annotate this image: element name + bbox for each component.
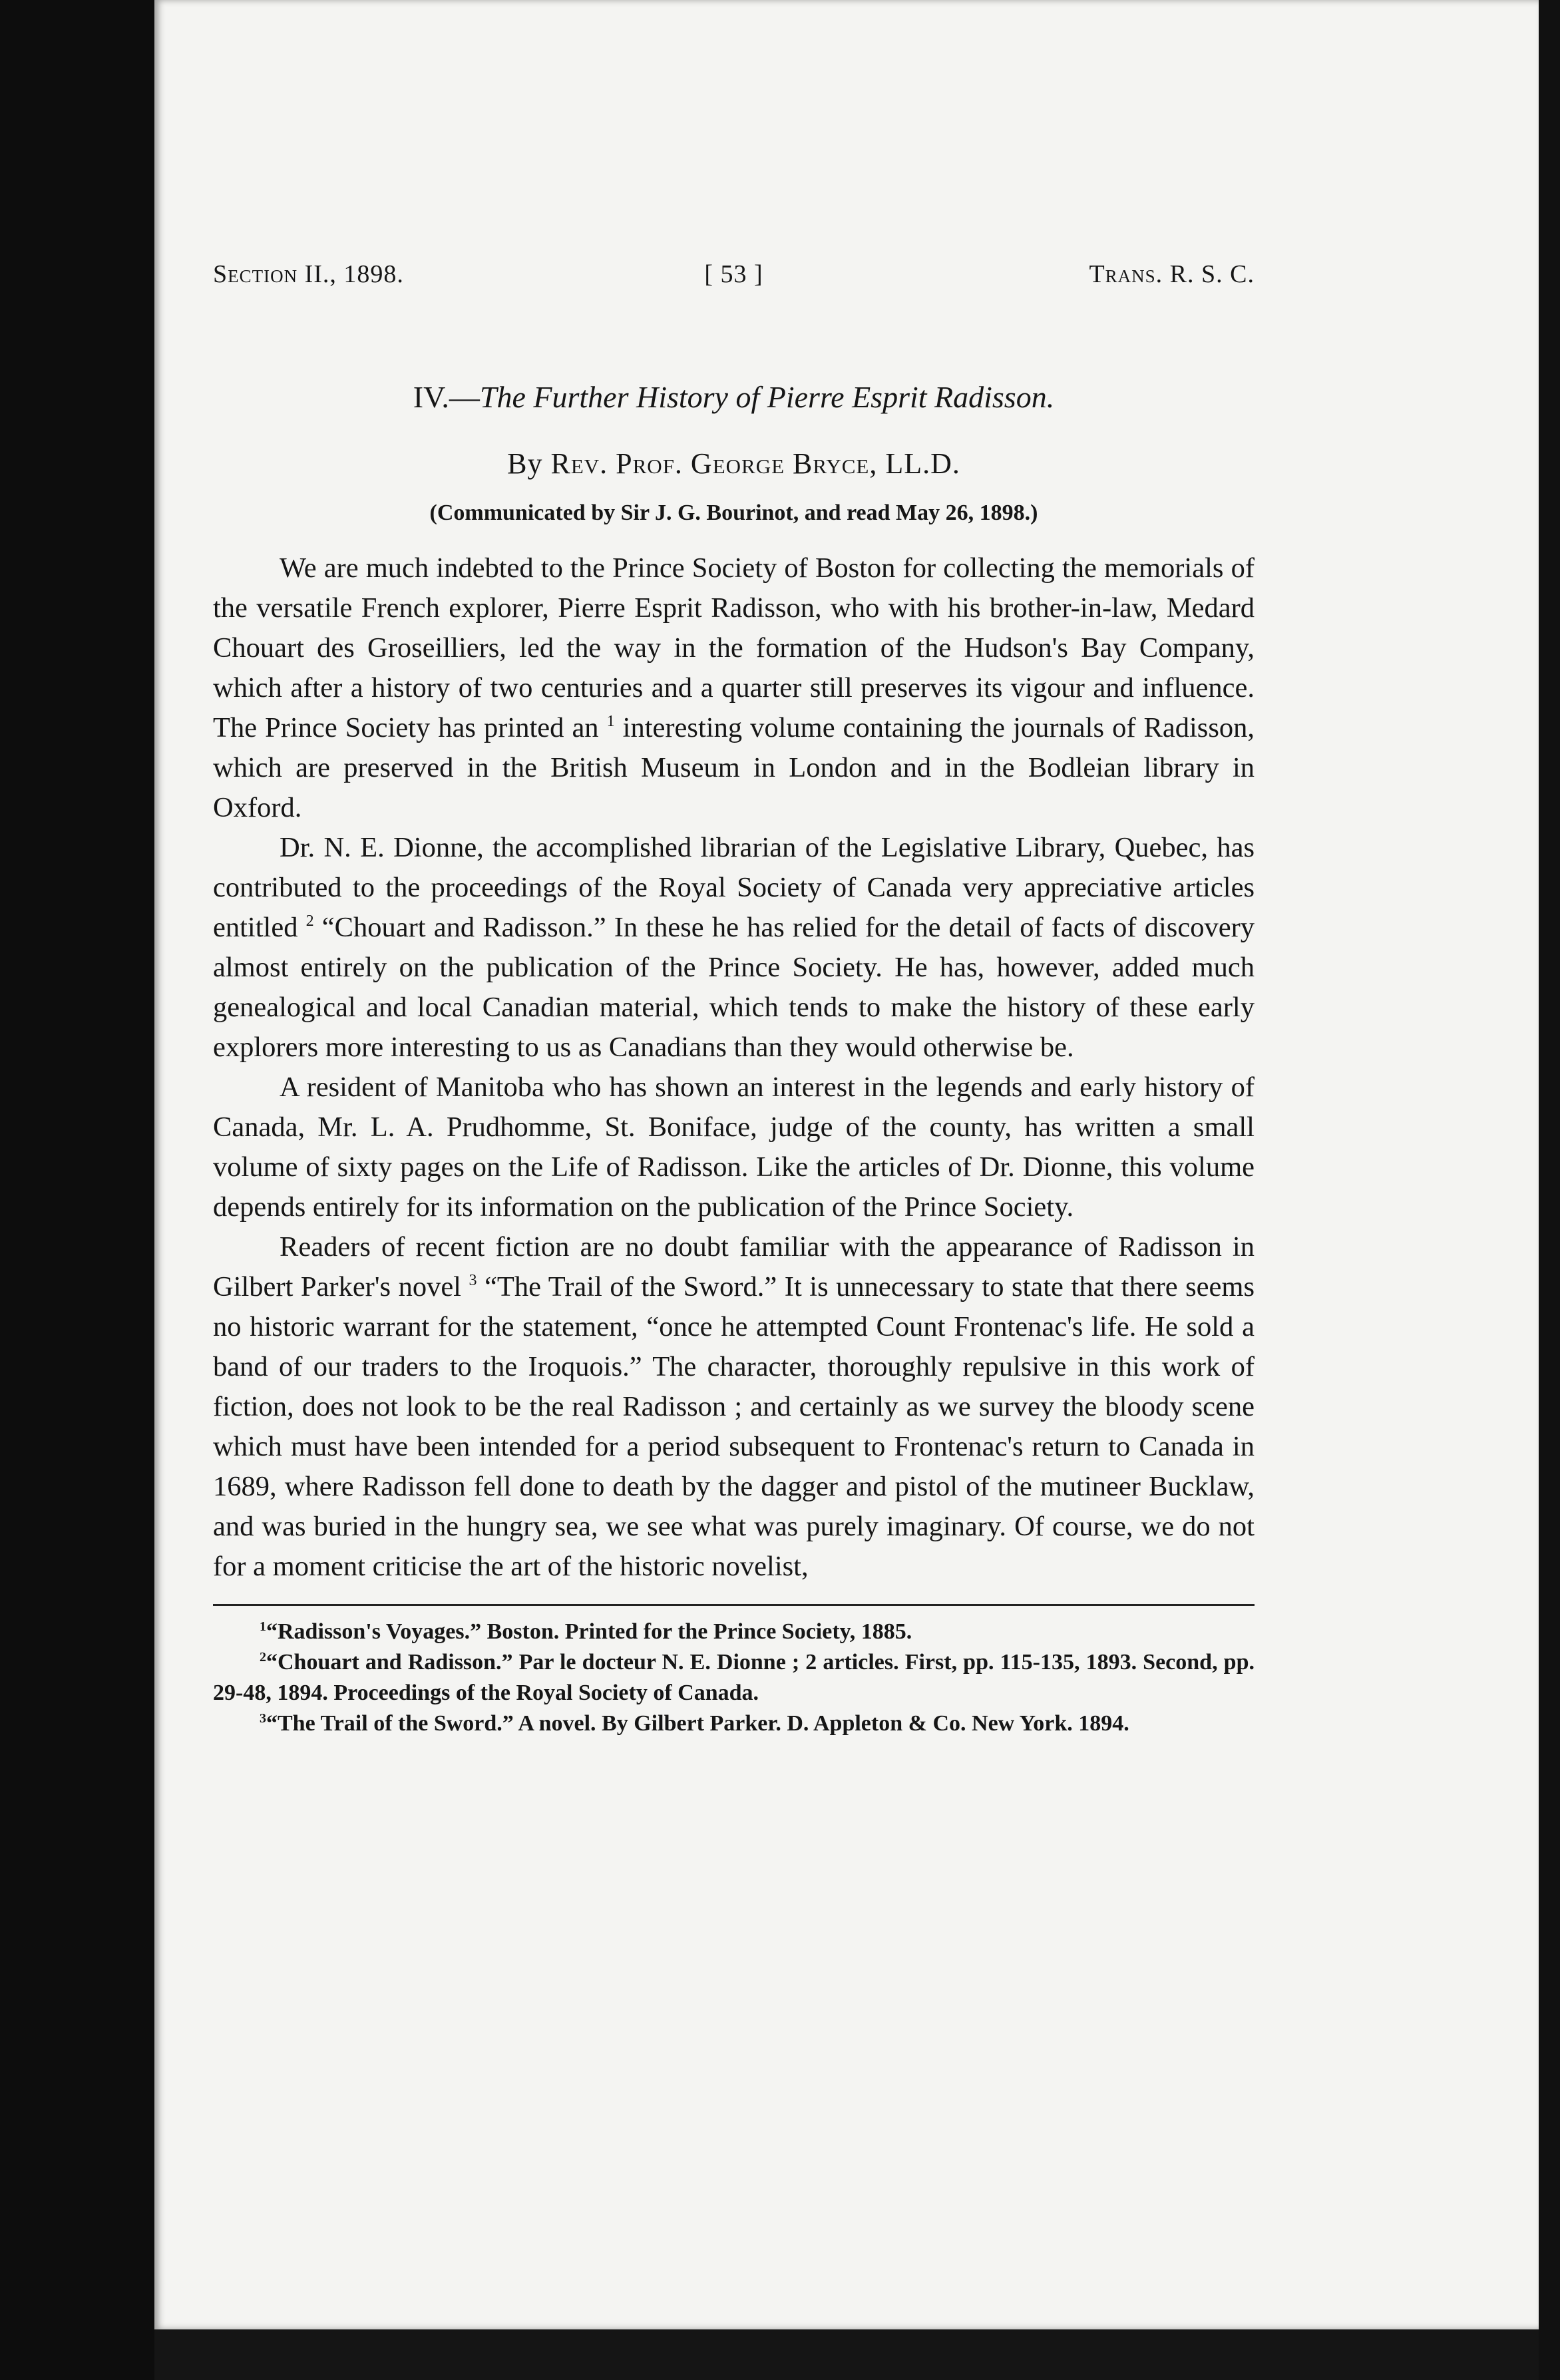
footnotes xyxy=(213,1617,1255,1739)
footnote-mark: 2 xyxy=(260,1650,266,1665)
article-body xyxy=(213,548,1255,1587)
scan-border-bottom xyxy=(154,2329,1539,2380)
byline xyxy=(213,447,1255,481)
footnote-mark: 3 xyxy=(260,1711,266,1726)
footnote-ref: 1 xyxy=(606,713,615,730)
article-title xyxy=(213,379,1255,415)
paragraph: A resident of Manitoba who has shown an interest in the legends and early history of Canada, Mr. L. A. Prudhomme, St. Boniface, judge of the county, has written a small volume of sixty pages on the Life of Radisson. Like the articles of Dr. Dionne, this volume depends entirely for its information on the publication of the Prince Society. xyxy=(213,1072,1255,1223)
footnote-ref: 2 xyxy=(305,912,314,930)
article-title-text: The Further History of Pierre Esprit Radisson. xyxy=(479,380,1055,414)
footnote-ref: 3 xyxy=(469,1272,477,1289)
paragraph: Dr. N. E. Dionne, the accomplished librarian of the Legislative Library, Quebec, has contributed to the proceedings of the Royal Society of Canada very appreciative articles entitled $^2$ “Chouart and Radisson.” In these he has relied for the detail of facts of discovery almost entirely on the publication of the Prince Society. He has, however, added much genealogical and local Canadian material, which tends to make the history of these early explorers more interesting to us as Canadians than they would otherwise be. xyxy=(213,832,1255,1063)
author-name: Rev. Prof. George Bryce, LL.D. xyxy=(550,447,960,480)
running-head-section: Section II., 1898. xyxy=(213,260,404,288)
footnote: $^1$“Radisson's Voyages.” Boston. Printed for the Prince Society, 1885. xyxy=(260,1619,912,1644)
footnote-mark: 1 xyxy=(260,1619,266,1634)
paragraph: We are much indebted to the Prince Society of Boston for collecting the memorials of the versatile French explorer, Pierre Esprit Radisson, who with his brother-in-law, Medard Chouart des Groseilliers, led the way in the formation of the Hudson's Bay Company, which after a history of two centuries and a quarter still preserves its vigour and influence. The Prince Society has printed an $^1$ interesting volume containing the journals of Radisson, which are preserved in the British Museum in London and in the Bodleian library in Oxford. xyxy=(213,552,1255,823)
running-head-journal: Trans. R. S. C. xyxy=(1089,260,1255,288)
page-content xyxy=(213,260,1255,1739)
communicated-note: (Communicated by Sir J. G. Bourinot, and read May 26, 1898.) xyxy=(429,500,1038,525)
scan-border-right xyxy=(1539,0,1560,2380)
page-number: [ 53 ] xyxy=(704,260,763,288)
article-number: IV.— xyxy=(413,380,480,414)
running-head xyxy=(213,260,1255,299)
footnote: $^2$“Chouart and Radisson.” Par le docteur N. E. Dionne ; 2 articles. First, pp. 115-135, 1893. Second, pp. 29-48, 1894. Proceedings of the Royal Society of Canada. xyxy=(213,1650,1255,1705)
scan-border-left xyxy=(0,0,154,2380)
byline-prefix: By xyxy=(507,447,543,480)
paragraph: Readers of recent fiction are no doubt familiar with the appearance of Radisson in Gilbert Parker's novel $^3$ “The Trail of the Sword.” It is unnecessary to state that there seems no historic warrant for the statement, “once he attempted Count Frontenac's life. He sold a band of our traders to the Iroquois.” The character, thoroughly repulsive in this work of fiction, does not look to be the real Radisson ; and certainly as we survey the bloody scene which must have been intended for a period subsequent to Frontenac's return to Canada in 1689, where Radisson fell done to death by the dagger and pistol of the mutineer Bucklaw, and was buried in the hungry sea, we see what was purely imaginary. Of course, we do not for a moment criticise the art of the historic novelist, xyxy=(213,1231,1255,1582)
footnote-divider xyxy=(213,1604,1255,1606)
footnote: $^3$“The Trail of the Sword.” A novel. By Gilbert Parker. D. Appleton & Co. New York. 1894. xyxy=(260,1711,1129,1736)
